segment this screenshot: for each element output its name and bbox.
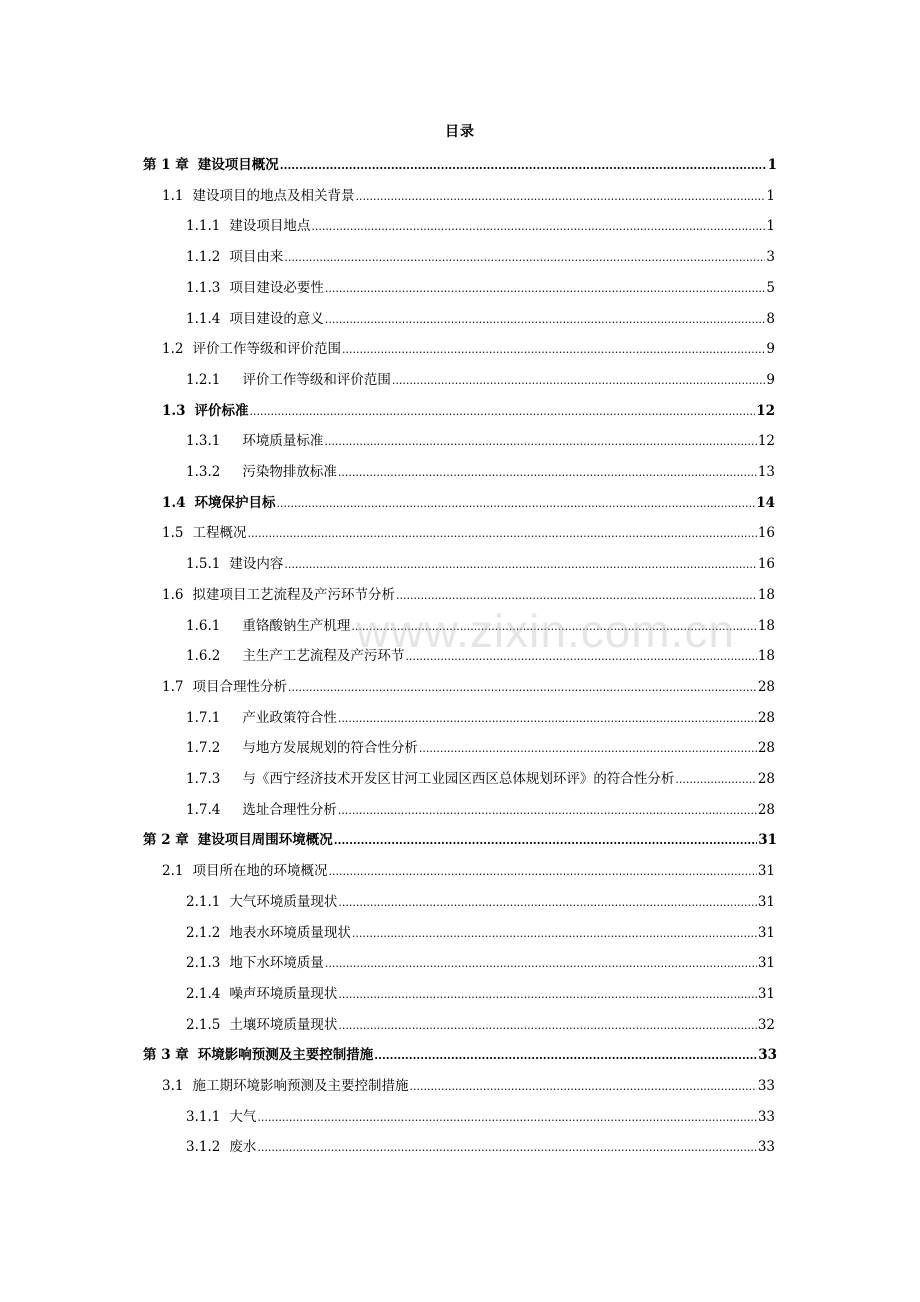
toc-entry-page-number: 28	[757, 801, 775, 818]
toc-entry-number: 3.1.1	[186, 1108, 221, 1125]
toc-entry-number: 2.1.5	[186, 1016, 221, 1033]
toc-entry-label: 环境影响预测及主要控制措施	[197, 1047, 374, 1064]
toc-entry-leader-dots	[325, 309, 766, 331]
toc-entry-page-number: 8	[766, 310, 775, 327]
toc-entry-page-number: 3	[766, 249, 775, 266]
toc-entry[interactable]	[143, 829, 777, 851]
toc-entry-number: 1.2	[162, 341, 184, 358]
toc-entry-number: 2.1.1	[186, 893, 221, 910]
toc-entry-label: 选址合理性分析	[242, 801, 337, 818]
toc-entry-page-number: 31	[757, 985, 775, 1002]
toc-entry-number: 1.5.1	[186, 556, 221, 573]
toc-entry-number: 2.1.2	[186, 924, 221, 941]
toc-entry-number: 1.4	[162, 494, 186, 511]
toc-entry-leader-dots	[328, 861, 756, 883]
toc-entry[interactable]	[186, 615, 775, 637]
toc-entry-label: 建设项目周围环境概况	[197, 832, 333, 849]
toc-entry-label: 项目建设的意义	[229, 310, 324, 327]
toc-entry[interactable]	[186, 308, 775, 330]
toc-entry-number: 第 1 章	[143, 157, 189, 173]
toc-entry-leader-dots	[250, 401, 756, 423]
toc-entry-label: 建设项目的地点及相关背景	[192, 187, 355, 204]
toc-entry-leader-dots	[396, 585, 757, 607]
toc-entry-number: 1.1.3	[186, 279, 221, 296]
toc-entry-leader-dots	[338, 892, 756, 914]
toc-entry[interactable]	[186, 737, 775, 759]
toc-entry-page-number: 16	[757, 525, 775, 542]
toc-entry-label: 大气	[229, 1108, 257, 1125]
toc-entry-number: 1.7.2	[186, 740, 221, 757]
toc-entry-page-number: 33	[757, 1139, 775, 1156]
toc-entry-label: 项目建设必要性	[229, 279, 324, 296]
toc-entry[interactable]	[162, 522, 775, 544]
toc-entry-leader-dots	[352, 923, 757, 945]
toc-entry-leader-dots	[338, 984, 756, 1006]
toc-entry-number: 1.7	[162, 678, 184, 695]
toc-entry-page-number: 31	[758, 832, 777, 849]
toc-entry-leader-dots	[334, 830, 757, 852]
toc-entry-page-number: 28	[757, 709, 775, 726]
toc-entry-label: 项目由来	[229, 249, 284, 266]
toc-entry-number: 第 2 章	[143, 832, 189, 849]
toc-entry-number: 1.7.4	[186, 801, 221, 818]
toc-entry-leader-dots	[419, 738, 757, 760]
toc-entry-label: 建设内容	[229, 556, 284, 573]
toc-entry[interactable]	[162, 185, 775, 207]
toc-entry-number: 1.6	[162, 586, 184, 603]
toc-entry-label: 重铬酸钠生产机理	[242, 617, 351, 634]
toc-entry-page-number: 31	[757, 863, 775, 880]
toc-entry-label: 噪声环境质量现状	[229, 985, 338, 1002]
toc-entry-page-number: 9	[766, 341, 775, 358]
toc-entry[interactable]	[186, 983, 775, 1005]
toc-entry[interactable]	[186, 461, 775, 483]
toc-entry[interactable]	[186, 1014, 775, 1036]
toc-entry-label: 环境保护目标	[194, 494, 276, 511]
toc-entry-number: 1.7.3	[186, 771, 221, 787]
toc-entry-number: 1.1	[162, 187, 184, 204]
toc-entry-label: 评价标准	[194, 402, 249, 419]
toc-entry[interactable]	[186, 922, 775, 944]
toc-entry[interactable]	[186, 768, 775, 790]
toc-entry[interactable]	[186, 707, 775, 729]
toc-entry-page-number: 33	[757, 1108, 775, 1125]
toc-entry-number: 1.6.2	[186, 648, 221, 665]
toc-entry[interactable]	[186, 215, 775, 237]
toc-entry-page-number: 28	[757, 678, 775, 695]
toc-entry-page-number: 31	[757, 924, 775, 941]
toc-entry-page-number: 32	[757, 1016, 775, 1033]
toc-entry[interactable]	[186, 369, 775, 391]
toc-entry-leader-dots	[284, 247, 765, 269]
toc-entry-label: 与《西宁经济技术开发区甘河工业园区西区总体规划环评》的符合性分析	[242, 771, 675, 787]
toc-entry-label: 污染物排放标准	[242, 464, 337, 480]
toc-entry-leader-dots	[405, 646, 756, 668]
toc-entry-label: 项目所在地的环境概况	[192, 863, 328, 880]
toc-entry-number: 1.3.1	[186, 433, 221, 450]
toc-entry-leader-dots	[257, 1107, 756, 1129]
toc-entry-label: 工程概况	[192, 525, 247, 542]
toc-entry-page-number: 12	[757, 433, 775, 450]
toc-entry-leader-dots	[325, 278, 766, 300]
toc-entry[interactable]	[186, 277, 775, 299]
toc-entry-leader-dots	[342, 339, 765, 361]
toc-entry-number: 1.1.4	[186, 310, 221, 327]
toc-entry[interactable]	[162, 1075, 775, 1097]
toc-entry-leader-dots	[277, 493, 756, 515]
toc-entry-label: 产业政策符合性	[242, 709, 337, 726]
toc-entry-page-number: 33	[758, 1047, 777, 1064]
toc-entry-leader-dots	[338, 462, 757, 484]
toc-entry-page-number: 33	[757, 1078, 775, 1094]
toc-entry-number: 1.6.1	[186, 617, 221, 634]
toc-entry-label: 环境质量标准	[242, 433, 324, 450]
toc-entry-page-number: 12	[756, 402, 775, 419]
toc-entry-leader-dots	[338, 800, 757, 822]
toc-entry-leader-dots	[324, 431, 756, 453]
toc-entry-page-number: 1	[766, 187, 775, 204]
toc-entry-page-number: 28	[757, 740, 775, 757]
toc-entry-label: 地下水环境质量	[229, 955, 324, 972]
toc-entry-leader-dots	[675, 769, 756, 791]
toc-entry-label: 建设项目地点	[229, 218, 311, 235]
toc-entry-label: 废水	[229, 1139, 257, 1156]
toc-entry-page-number: 28	[757, 771, 775, 787]
toc-entry[interactable]	[162, 400, 775, 422]
toc-entry-number: 3.1	[162, 1078, 184, 1094]
toc-entry-number: 1.1.2	[186, 249, 221, 266]
toc-entry[interactable]	[186, 952, 775, 974]
toc-entry-leader-dots	[355, 186, 765, 208]
toc-entry-leader-dots	[338, 1015, 756, 1037]
toc-entry-number: 2.1.3	[186, 955, 221, 972]
toc-entry[interactable]	[162, 676, 775, 698]
toc-entry-leader-dots	[288, 677, 757, 699]
toc-entry-label: 建设项目概况	[197, 157, 279, 173]
toc-entry[interactable]	[186, 645, 775, 667]
toc-entry-label: 大气环境质量现状	[229, 893, 338, 910]
watermark: www.zixin.com.cn	[356, 605, 735, 657]
toc-entry-leader-dots	[311, 216, 765, 238]
toc-entry[interactable]	[186, 891, 775, 913]
toc-entry-leader-dots	[351, 616, 756, 638]
toc-entry-leader-dots	[280, 155, 767, 177]
toc-entry[interactable]	[143, 154, 777, 176]
toc-entry-leader-dots	[284, 554, 756, 576]
toc-entry-number: 3.1.2	[186, 1139, 221, 1156]
toc-entry-page-number: 1	[766, 218, 775, 235]
toc-entry-page-number: 13	[757, 464, 775, 480]
toc-entry-number: 1.3	[162, 402, 186, 419]
toc-entry-label: 与地方发展规划的符合性分析	[242, 740, 418, 757]
toc-entry[interactable]	[162, 492, 775, 514]
toc-entry-label: 主生产工艺流程及产污环节	[242, 648, 405, 665]
toc-entry-label: 土壤环境质量现状	[229, 1016, 338, 1033]
toc-entry-label: 拟建项目工艺流程及产污环节分析	[192, 586, 395, 603]
toc-entry-page-number: 9	[766, 371, 775, 388]
toc-entry[interactable]	[186, 430, 775, 452]
toc-entry[interactable]	[186, 799, 775, 821]
toc-entry-page-number: 31	[757, 955, 775, 972]
toc-entry-leader-dots	[257, 1137, 756, 1159]
toc-entry-number: 1.5	[162, 525, 184, 542]
toc-entry-number: 1.2.1	[186, 371, 221, 388]
toc-entry-page-number: 16	[757, 556, 775, 573]
toc-entry[interactable]	[186, 1136, 775, 1158]
toc-entry-page-number: 5	[766, 279, 775, 296]
toc-entry-label: 项目合理性分析	[192, 678, 287, 695]
toc-entry-leader-dots	[247, 523, 756, 545]
toc-entry-leader-dots	[338, 708, 757, 730]
toc-entry-leader-dots	[374, 1045, 757, 1067]
toc-entry[interactable]	[162, 584, 775, 606]
toc-entry-page-number: 31	[757, 893, 775, 910]
toc-entry-label: 施工期环境影响预测及主要控制措施	[192, 1078, 409, 1094]
toc-entry-leader-dots	[325, 953, 757, 975]
toc-entry-page-number: 18	[757, 586, 775, 603]
toc-title: 目录	[445, 124, 475, 140]
toc-entry-page-number: 14	[756, 494, 775, 511]
toc-entry-number: 1.1.1	[186, 218, 221, 235]
toc-entry-number: 第 3 章	[143, 1047, 189, 1064]
toc-entry-page-number: 1	[767, 157, 777, 173]
toc-entry[interactable]	[186, 1106, 775, 1128]
toc-entry[interactable]	[162, 338, 775, 360]
toc-entry-number: 1.7.1	[186, 709, 221, 726]
toc-entry-number: 2.1	[162, 863, 184, 880]
toc-entry-number: 1.3.2	[186, 464, 221, 480]
toc-entry[interactable]	[162, 860, 775, 882]
toc-entry-leader-dots	[392, 370, 766, 392]
toc-entry[interactable]	[186, 553, 775, 575]
toc-entry-leader-dots	[409, 1076, 756, 1098]
toc-entry-page-number: 18	[757, 617, 775, 634]
toc-entry[interactable]	[143, 1044, 777, 1066]
toc-entry[interactable]	[186, 246, 775, 268]
toc-entry-page-number: 18	[757, 648, 775, 665]
toc-entry-number: 2.1.4	[186, 985, 221, 1002]
toc-entry-label: 评价工作等级和评价范围	[192, 341, 341, 358]
toc-entry-label: 评价工作等级和评价范围	[242, 371, 391, 388]
toc-entry-label: 地表水环境质量现状	[229, 924, 351, 941]
